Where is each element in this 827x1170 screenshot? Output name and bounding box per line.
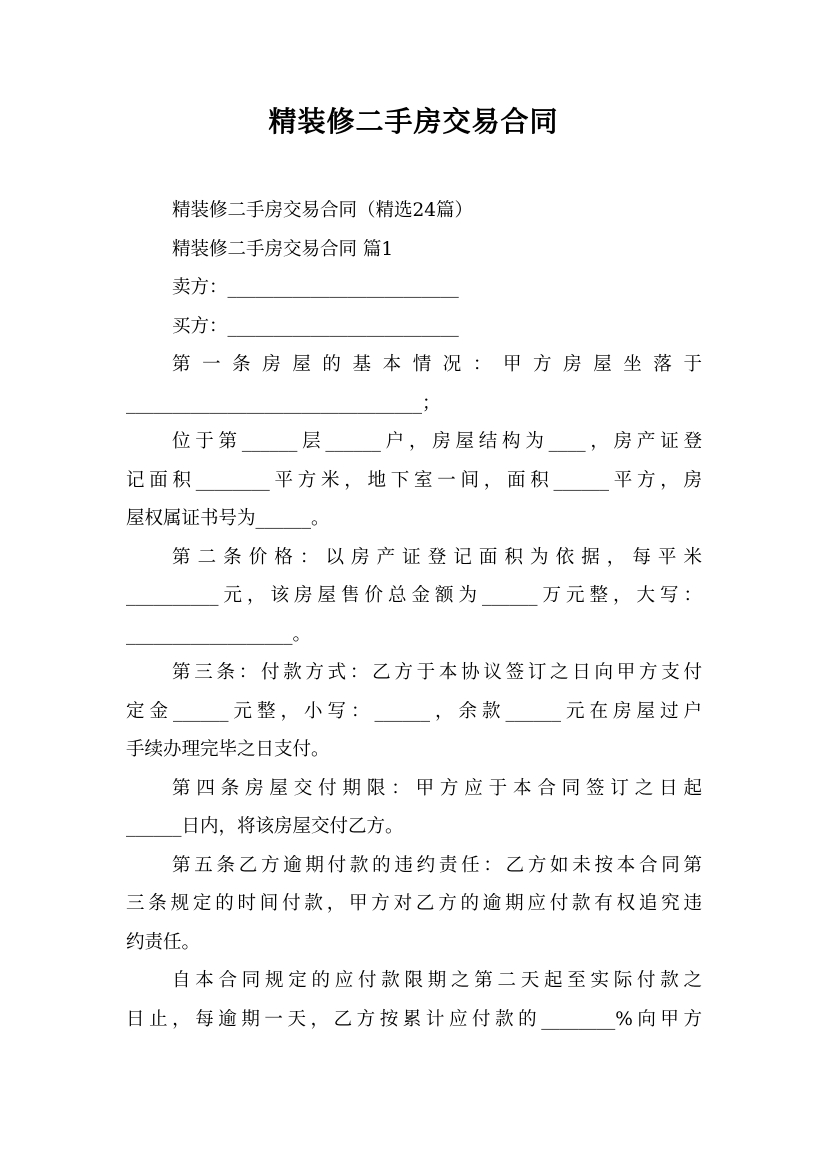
clause-5-line-1: 第五条乙方逾期付款的违约责任：乙方如未按本合同第 <box>172 854 702 876</box>
clause-3-line-3: 手续办理完毕之日支付。 <box>126 739 330 760</box>
clause-2-line-1: 第二条价格：以房产证登记面积为依据，每平米 <box>172 546 702 568</box>
clause-4-line-2: ______日内，将该房屋交付乙方。 <box>126 816 404 837</box>
paragraph-section-heading: 精装修二手房交易合同 篇1 <box>172 238 394 260</box>
clause-1b-line-2: 记面积________平方米，地下室一间，面积______平方，房 <box>126 469 702 491</box>
document-body <box>126 192 702 1039</box>
document-title: 精装修二手房交易合同 <box>268 105 559 138</box>
clause-5-line-3: 约责任。 <box>126 931 201 953</box>
clause-1-line-2: ________________________________； <box>126 392 441 414</box>
clause-5-line-2: 三条规定的时间付款，甲方对乙方的逾期应付款有权追究违 <box>126 893 702 914</box>
buyer-line: 买方：_________________________ <box>172 315 459 337</box>
clause-4-line-1: 第四条房屋交付期限：甲方应于本合同签订之日起 <box>172 777 702 799</box>
paragraph-subtitle: 精装修二手房交易合同（精选24篇） <box>172 200 474 221</box>
clause-5b-line-1: 自本合同规定的应付款限期之第二天起至实际付款之 <box>172 970 702 991</box>
clause-1b-line-1: 位于第______层______户，房屋结构为____，房产证登 <box>172 431 702 452</box>
clause-2-line-2: __________元，该房屋售价总金额为______万元整，大写： <box>126 585 702 606</box>
clause-2-line-3: __________________。 <box>126 623 312 645</box>
clause-5b-line-2: 日止，每逾期一天，乙方按累计应付款的________%向甲方 <box>126 1008 702 1030</box>
clause-1-line-1: 第一条房屋的基本情况：甲方房屋坐落于 <box>172 354 702 375</box>
clause-3-line-1: 第三条：付款方式：乙方于本协议签订之日向甲方支付 <box>172 662 702 683</box>
seller-line: 卖方：_________________________ <box>172 277 459 298</box>
clause-1b-line-3: 屋权属证书号为______。 <box>126 508 330 529</box>
clause-3-line-2: 定金______元整，小写：______，余款______元在房屋过户 <box>126 700 702 722</box>
